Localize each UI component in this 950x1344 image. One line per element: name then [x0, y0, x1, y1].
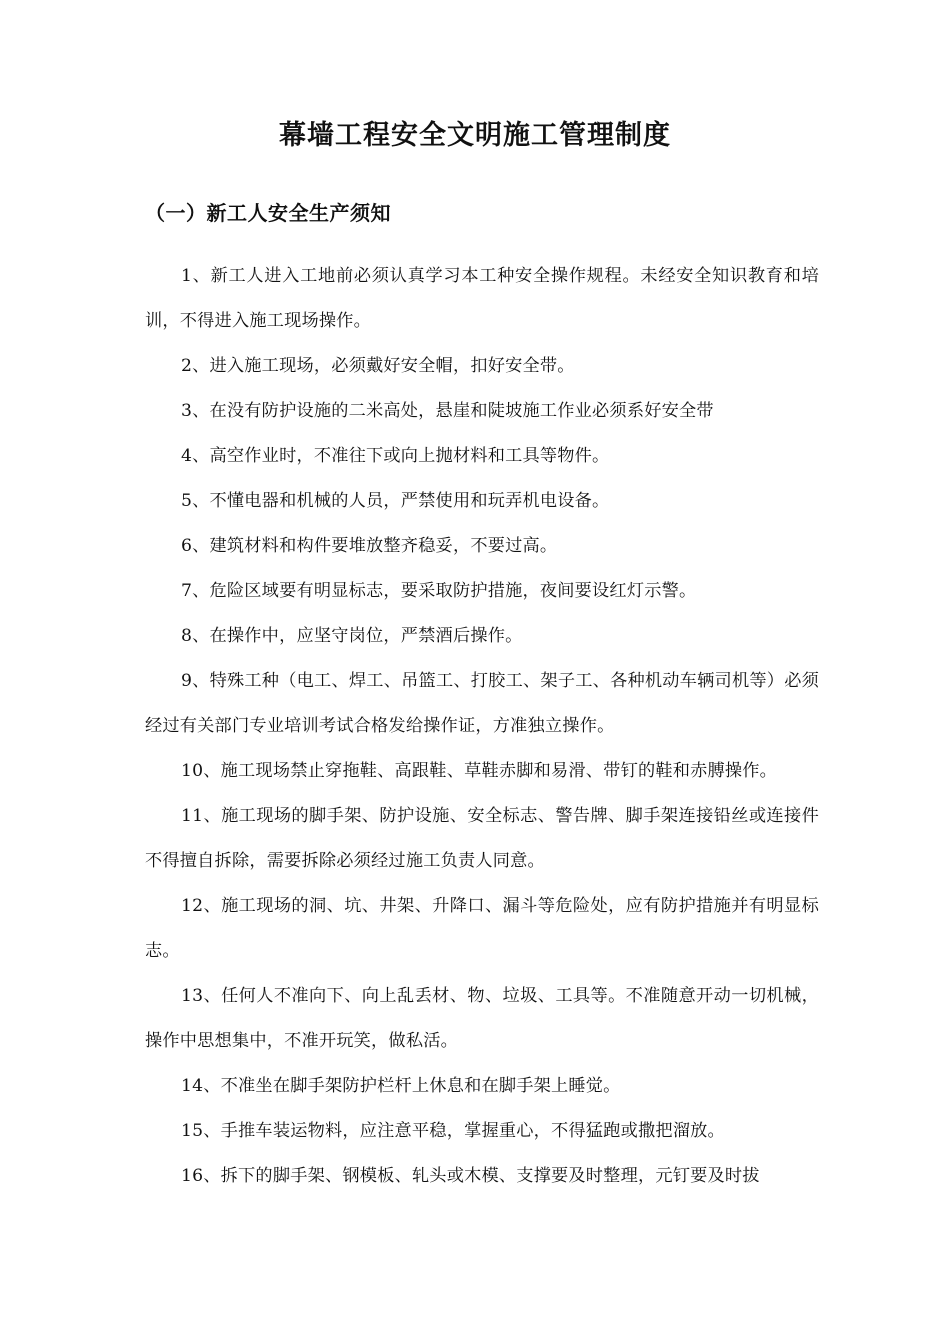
paragraph-8: 8、在操作中，应坚守岗位，严禁酒后操作。 [181, 626, 523, 646]
paragraph-2: 2、进入施工现场，必须戴好安全帽，扣好安全带。 [181, 356, 575, 376]
paragraph-7: 7、危险区域要有明显标志，要采取防护措施，夜间要设红灯示警。 [181, 581, 697, 601]
paragraph-4: 4、高空作业时，不准往下或向上抛材料和工具等物件。 [181, 446, 610, 466]
section-heading: （一）新工人安全生产须知 [145, 201, 391, 225]
paragraph-10: 10、施工现场禁止穿拖鞋、高跟鞋、草鞋赤脚和易滑、带钉的鞋和赤膊操作。 [181, 761, 778, 781]
paragraph-9: 9、特殊工种（电工、焊工、吊篮工、打胶工、架子工、各种机动车辆司机等）必须经过有关部门专业培训考试合格发给操作证，方准独立操作。 [145, 671, 819, 736]
paragraph-1: 1、新工人进入工地前必须认真学习本工种安全操作规程。未经安全知识教育和培训，不得进入施工现场操作。 [145, 266, 819, 331]
paragraph-15: 15、手推车装运物料，应注意平稳，掌握重心，不得猛跑或撒把溜放。 [181, 1121, 725, 1141]
paragraph-16: 16、拆下的脚手架、钢模板、轧头或木模、支撑要及时整理，元钉要及时拔 [181, 1166, 760, 1186]
paragraph-12: 12、施工现场的洞、坑、井架、升降口、漏斗等危险处，应有防护措施并有明显标志。 [145, 896, 819, 961]
paragraph-13: 13、任何人不准向下、向上乱丢材、物、垃圾、工具等。不准随意开动一切机械，操作中思想集中，不准开玩笑，做私活。 [145, 986, 819, 1051]
document-title: 幕墙工程安全文明施工管理制度 [279, 120, 671, 151]
paragraph-6: 6、建筑材料和构件要堆放整齐稳妥，不要过高。 [181, 536, 558, 556]
paragraph-11: 11、施工现场的脚手架、防护设施、安全标志、警告牌、脚手架连接铅丝或连接件不得擅自拆除，需要拆除必须经过施工负责人同意。 [145, 806, 819, 871]
body-text [145, 254, 819, 1199]
paragraph-14: 14、不准坐在脚手架防护栏杆上休息和在脚手架上睡觉。 [181, 1076, 621, 1096]
paragraph-3: 3、在没有防护设施的二米高处，悬崖和陡坡施工作业必须系好安全带 [181, 401, 714, 421]
paragraph-5: 5、不懂电器和机械的人员，严禁使用和玩弄机电设备。 [181, 491, 610, 511]
